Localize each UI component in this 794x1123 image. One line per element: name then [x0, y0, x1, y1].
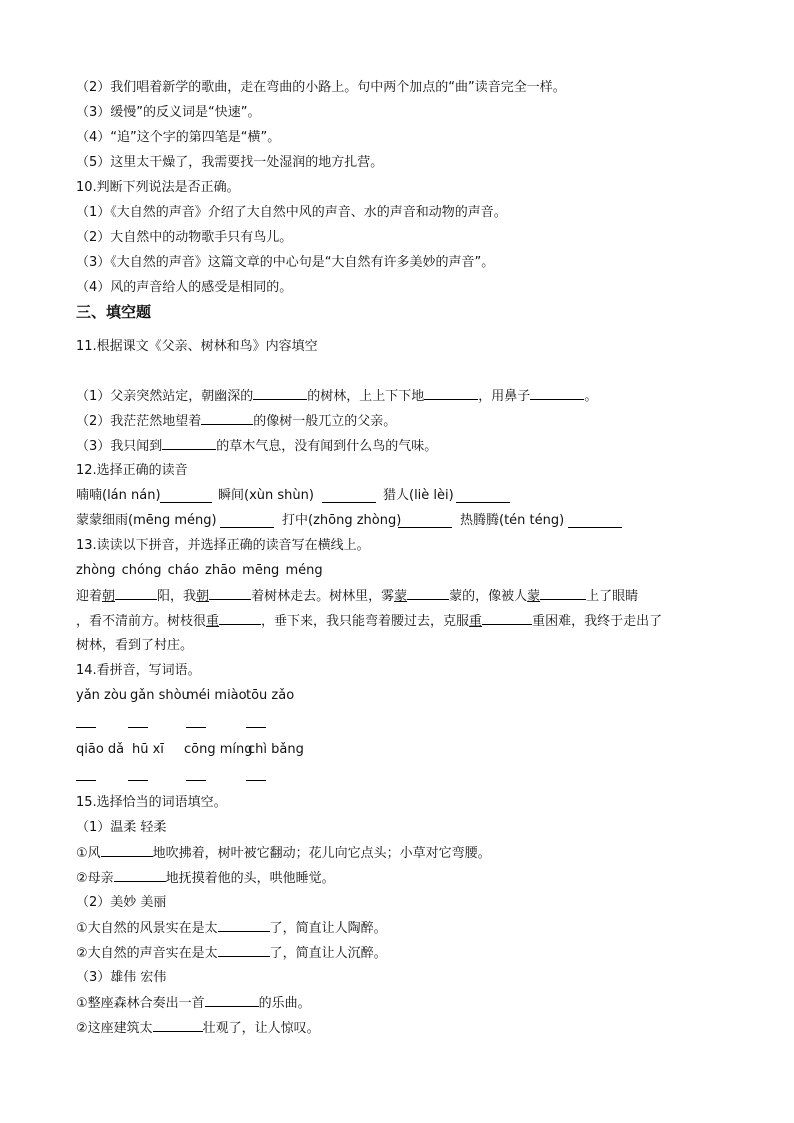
answer-blank[interactable] [218, 944, 270, 957]
q10-statement-3: （3）《大自然的声音》这篇文章的中心句是“大自然有许多美妙的声音”。 [76, 255, 495, 270]
answer-blank[interactable] [456, 490, 510, 503]
q10-statement-1: （1）《大自然的声音》介绍了大自然中风的声音、水的声音和动物的声音。 [76, 205, 507, 220]
q14-answer-row-1 [76, 718, 716, 736]
answer-blank[interactable] [76, 780, 96, 781]
answer-blank[interactable] [424, 387, 478, 400]
q12-row-1: 喃喃(lán nán) 瞬间(xùn shùn) 猎人(liè lèi) [76, 487, 716, 505]
answer-blank[interactable] [398, 515, 452, 528]
q13-passage-line-3: 树林，看到了村庄。 [76, 638, 194, 653]
answer-blank[interactable] [114, 869, 166, 882]
q15-group-3-options: （3）雄伟 宏伟 [76, 970, 167, 985]
q13-passage-line-1: 迎着朝 阳，我朝 着树林走去。树林里，雾蒙 蒙的，像被人蒙 上了眼睛 [76, 589, 639, 604]
question-10-title: 10.判断下列说法是否正确。 [76, 180, 240, 195]
answer-blank[interactable] [407, 587, 449, 600]
answer-blank[interactable] [162, 437, 216, 450]
answer-blank[interactable] [76, 727, 96, 728]
question-14-title: 14.看拼音，写词语。 [76, 663, 201, 678]
question-15-title: 15.选择恰当的词语填空。 [76, 795, 227, 810]
statement-5: （5）这里太干燥了，我需要找一处湿润的地方扎营。 [76, 155, 384, 170]
answer-blank[interactable] [218, 919, 270, 932]
section-heading-fill-in: 三、填空题 [76, 303, 152, 321]
q13-pinyin-options: zhòng chóng cháo zhāo mēng méng [76, 563, 323, 578]
q15-group-1-a: ①风 地吹拂着，树叶被它翻动；花儿向它点头；小草对它弯腰。 [76, 846, 491, 861]
q11-line-3: （3）我只闻到 的草木气息，没有闻到什么鸟的气味。 [76, 439, 438, 454]
answer-blank[interactable] [209, 587, 251, 600]
q15-group-1-b: ②母亲 地抚摸着他的头，哄他睡觉。 [76, 871, 335, 886]
answer-blank[interactable] [246, 780, 266, 781]
statement-2: （2）我们唱着新学的歌曲，走在弯曲的小路上。句中两个加点的“曲”读音完全一样。 [76, 80, 566, 95]
answer-blank[interactable] [482, 612, 532, 625]
question-13-title: 13.读读以下拼音，并选择正确的读音写在横线上。 [76, 538, 370, 553]
q15-group-2-b: ②大自然的声音实在是太 了，简直让人沉醉。 [76, 946, 387, 961]
answer-blank[interactable] [253, 387, 307, 400]
statement-4: （4）“追”这个字的第四笔是“横”。 [76, 130, 281, 145]
q15-group-2-a: ①大自然的风景实在是太 了，简直让人陶醉。 [76, 921, 387, 936]
answer-blank[interactable] [205, 994, 259, 1007]
q14-pinyin-row-2: qiāo dǎ hū xī cōng míng chì bǎng [76, 742, 304, 757]
q10-statement-2: （2）大自然中的动物歌手只有鸟儿。 [76, 230, 293, 245]
q14-answer-row-2 [76, 771, 716, 789]
q13-passage-line-2: ，看不清前方。树枝很重 ，垂下来，我只能弯着腰过去，克服重 重困难，我终于走出了 [76, 614, 663, 629]
answer-blank[interactable] [186, 780, 206, 781]
answer-blank[interactable] [201, 412, 253, 425]
answer-blank[interactable] [115, 587, 157, 600]
answer-blank[interactable] [530, 387, 584, 400]
answer-blank[interactable] [219, 612, 261, 625]
q15-group-2-options: （2）美妙 美丽 [76, 895, 167, 910]
answer-blank[interactable] [128, 727, 148, 728]
answer-blank[interactable] [568, 515, 622, 528]
answer-blank[interactable] [101, 844, 153, 857]
q11-line-2: （2）我茫茫然地望着 的像树一般兀立的父亲。 [76, 414, 397, 429]
answer-blank[interactable] [128, 780, 148, 781]
q11-line-1: （1）父亲突然站定，朝幽深的 的树林，上上下下地 ，用鼻子 。 [76, 389, 598, 404]
q10-statement-4: （4）风的声音给人的感受是相同的。 [76, 280, 293, 295]
question-12-title: 12.选择正确的读音 [76, 463, 188, 478]
q14-pinyin-row-1: yǎn zòu gǎn shòu méi miào tōu zǎo [76, 688, 295, 703]
q15-group-1-options: （1）温柔 轻柔 [76, 820, 167, 835]
q15-group-3-b: ②这座建筑太 壮观了，让人惊叹。 [76, 1021, 320, 1036]
answer-blank[interactable] [540, 587, 586, 600]
answer-blank[interactable] [186, 727, 206, 728]
q12-row-2: 蒙蒙细雨(mēng méng) 打中(zhōng zhòng) 热腾腾(tén téng) [76, 512, 716, 530]
question-11-title: 11.根据课文《父亲、树林和鸟》内容填空 [76, 339, 318, 354]
statement-3: （3）缓慢”的反义词是“快速”。 [76, 105, 261, 120]
answer-blank[interactable] [246, 727, 266, 728]
answer-blank[interactable] [160, 490, 212, 503]
answer-blank[interactable] [153, 1019, 203, 1032]
q15-group-3-a: ①整座森林合奏出一首 的乐曲。 [76, 996, 311, 1011]
answer-blank[interactable] [322, 490, 376, 503]
answer-blank[interactable] [220, 515, 274, 528]
